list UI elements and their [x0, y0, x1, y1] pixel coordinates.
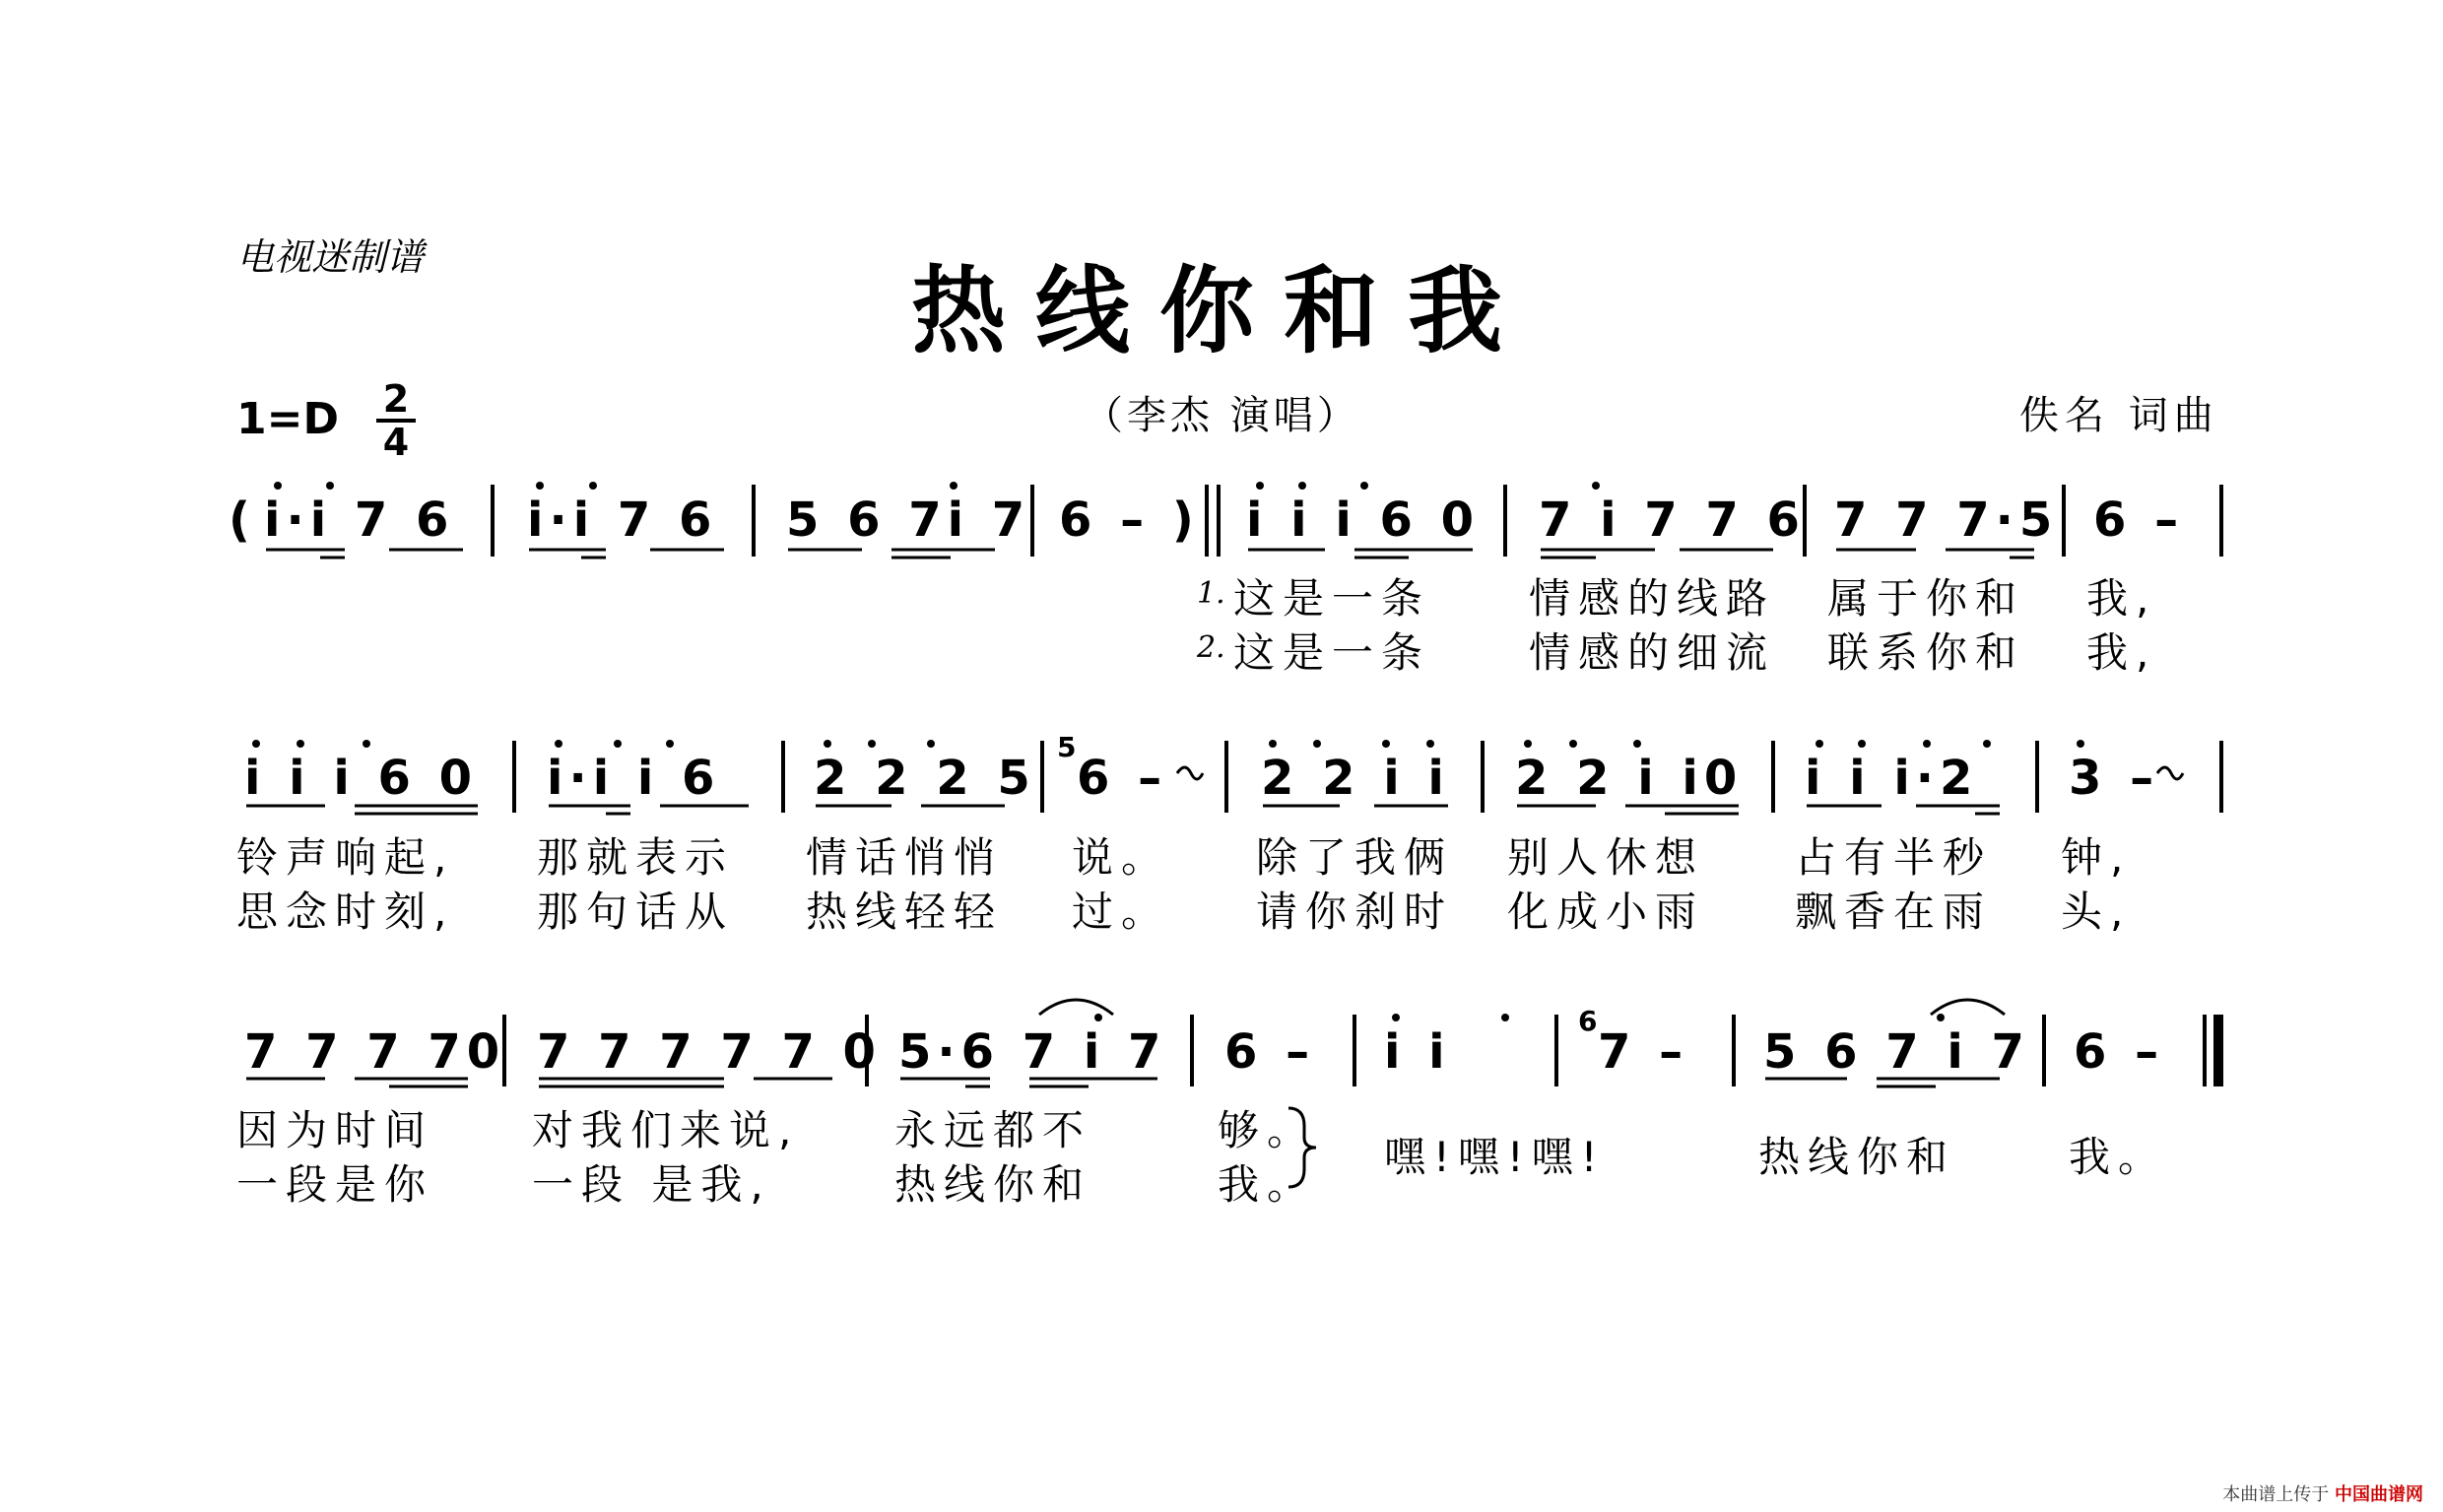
trill-squiggle	[1177, 767, 1203, 779]
verse-brace	[1288, 1108, 1316, 1187]
octave-dot	[666, 740, 674, 748]
measure: 6 –	[2074, 1024, 2165, 1080]
octave-dot	[1937, 1014, 1945, 1021]
octave-dot	[1633, 740, 1641, 748]
grace-note: 5	[1057, 731, 1077, 763]
measure: i·i i 6	[547, 751, 721, 806]
octave-dot	[950, 482, 957, 490]
lyric: 我,	[2086, 628, 2157, 677]
octave-dot	[2077, 740, 2084, 748]
octave-dot	[1382, 740, 1390, 748]
octave-dot	[326, 482, 334, 490]
measure: i i	[1384, 1024, 1451, 1080]
lyric: 那句话从	[537, 887, 735, 936]
lyric: 情感的细流	[1529, 628, 1776, 677]
measure: 7 7 7 70	[244, 1024, 506, 1080]
lyric: 头,	[2061, 887, 2132, 936]
octave-dot	[927, 740, 935, 748]
time-signature-bottom: 4	[376, 419, 416, 462]
measure: i·i 7 6	[264, 493, 455, 548]
measure: i i i 6 0	[244, 751, 478, 806]
octave-dot	[555, 740, 562, 748]
lyric: 因为时间	[236, 1106, 434, 1154]
trill-squiggle	[2157, 767, 2183, 779]
lyric: 属于你和	[1827, 574, 2025, 623]
octave-dot	[363, 740, 370, 748]
lyric: 热线轻轻	[806, 887, 1004, 936]
measure: 6 –	[1077, 751, 1168, 806]
measure: 5·6 7 i 7	[898, 1024, 1167, 1080]
octave-dot	[1923, 740, 1931, 748]
measure: i i i·2	[1805, 751, 1979, 806]
lyric: 这是一条	[1233, 628, 1431, 677]
lyric: 除了我俩	[1256, 833, 1454, 882]
measure: i·i 7 6	[527, 493, 718, 548]
performer: （李杰 演唱）	[1084, 393, 1360, 438]
lyric: 化成小雨	[1507, 887, 1705, 936]
octave-dot	[1858, 740, 1866, 748]
measure: i i i 6 0	[1246, 493, 1480, 548]
lyric: 联系你和	[1827, 628, 2025, 677]
lyric: 情话悄悄	[806, 833, 1004, 882]
song-title: 热线你和我	[911, 255, 1532, 366]
lyric: 过。	[1072, 887, 1171, 936]
octave-dot	[297, 740, 304, 748]
octave-dot	[1592, 482, 1600, 490]
lyric: 对我们来说,	[532, 1106, 800, 1154]
octave-dot	[1816, 740, 1823, 748]
lyric: 铃声响起,	[236, 833, 455, 882]
octave-dot	[614, 740, 622, 748]
slur	[1931, 1000, 2005, 1015]
measure: 6 – )	[1059, 493, 1200, 548]
refrain-lyric: 嘿!嘿!嘿!	[1384, 1133, 1606, 1181]
lyric: 那就表示	[537, 833, 735, 882]
lyric: 钟,	[2061, 833, 2132, 882]
lyric: 别人休想	[1507, 833, 1705, 882]
octave-dot	[252, 740, 260, 748]
lyric: 这是一条	[1233, 574, 1431, 623]
lyric: 一段是你	[236, 1160, 434, 1209]
measure: 6 –	[2093, 493, 2185, 548]
measure: 7 i 7 7 6	[1539, 493, 1806, 548]
octave-dot	[589, 482, 597, 490]
octave-dot	[1392, 1014, 1400, 1021]
lyric: 请你刹时	[1256, 887, 1454, 936]
octave-dot	[1298, 482, 1306, 490]
refrain-lyric: 我。	[2069, 1133, 2168, 1181]
footer-brand: 中国曲谱网	[2335, 1484, 2423, 1505]
lyricist-composer: 佚名 词曲	[2019, 393, 2219, 438]
octave-dot	[1269, 740, 1277, 748]
grace-note: 6	[1578, 1005, 1598, 1037]
footer-note: 本曲谱上传于	[2222, 1484, 2330, 1505]
octave-dot	[868, 740, 876, 748]
score-credit: 电视迷制谱	[236, 235, 425, 279]
refrain-lyric: 热线你和	[1758, 1133, 1956, 1181]
octave-dot	[1256, 482, 1264, 490]
lyric: 够。	[1218, 1106, 1317, 1154]
measure: 2 2 2 5	[814, 751, 1036, 806]
measure: 7 7 7·5	[1834, 493, 2059, 548]
measure: 2 2 i i0	[1515, 751, 1744, 806]
measure: 6 –	[1224, 1024, 1316, 1080]
lyric: 占有半秒	[1795, 833, 1993, 882]
slur	[1039, 1000, 1113, 1015]
measure: 7 7 7 7 7 0	[537, 1024, 882, 1080]
octave-dot	[1360, 482, 1368, 490]
octave-dot	[536, 482, 544, 490]
verse-number: 1.	[1197, 576, 1225, 611]
octave-dot	[824, 740, 831, 748]
key-signature: 1=D	[236, 394, 340, 444]
octave-dot	[1983, 740, 1991, 748]
lyric: 一段 是我,	[532, 1160, 771, 1209]
octave-dot	[1313, 740, 1321, 748]
lyric: 我,	[2086, 574, 2157, 623]
octave-dot	[1569, 740, 1577, 748]
measure: 5 6 7i 7	[786, 493, 1031, 548]
measure: 5 6 7 i 7	[1763, 1024, 2030, 1080]
lyric: 思念时刻,	[236, 887, 455, 936]
time-signature-top: 2	[382, 377, 410, 421]
measure: 2 2 i i	[1261, 751, 1450, 806]
open-paren: (	[229, 493, 256, 548]
measure: 3 –	[2069, 751, 2160, 806]
lyric: 热线你和	[894, 1160, 1092, 1209]
lyric: 永远都不	[894, 1106, 1092, 1154]
lyric: 我。	[1218, 1160, 1317, 1209]
verse-number: 2.	[1197, 630, 1225, 665]
lyric: 情感的线路	[1529, 574, 1776, 623]
octave-dot	[1501, 1014, 1509, 1021]
measure: 7 –	[1598, 1024, 1689, 1080]
octave-dot	[1524, 740, 1532, 748]
octave-dot	[274, 482, 282, 490]
lyric: 飘香在雨	[1795, 887, 1993, 936]
octave-dot	[1426, 740, 1434, 748]
lyric: 说。	[1072, 833, 1171, 882]
octave-dot	[1094, 1014, 1102, 1021]
